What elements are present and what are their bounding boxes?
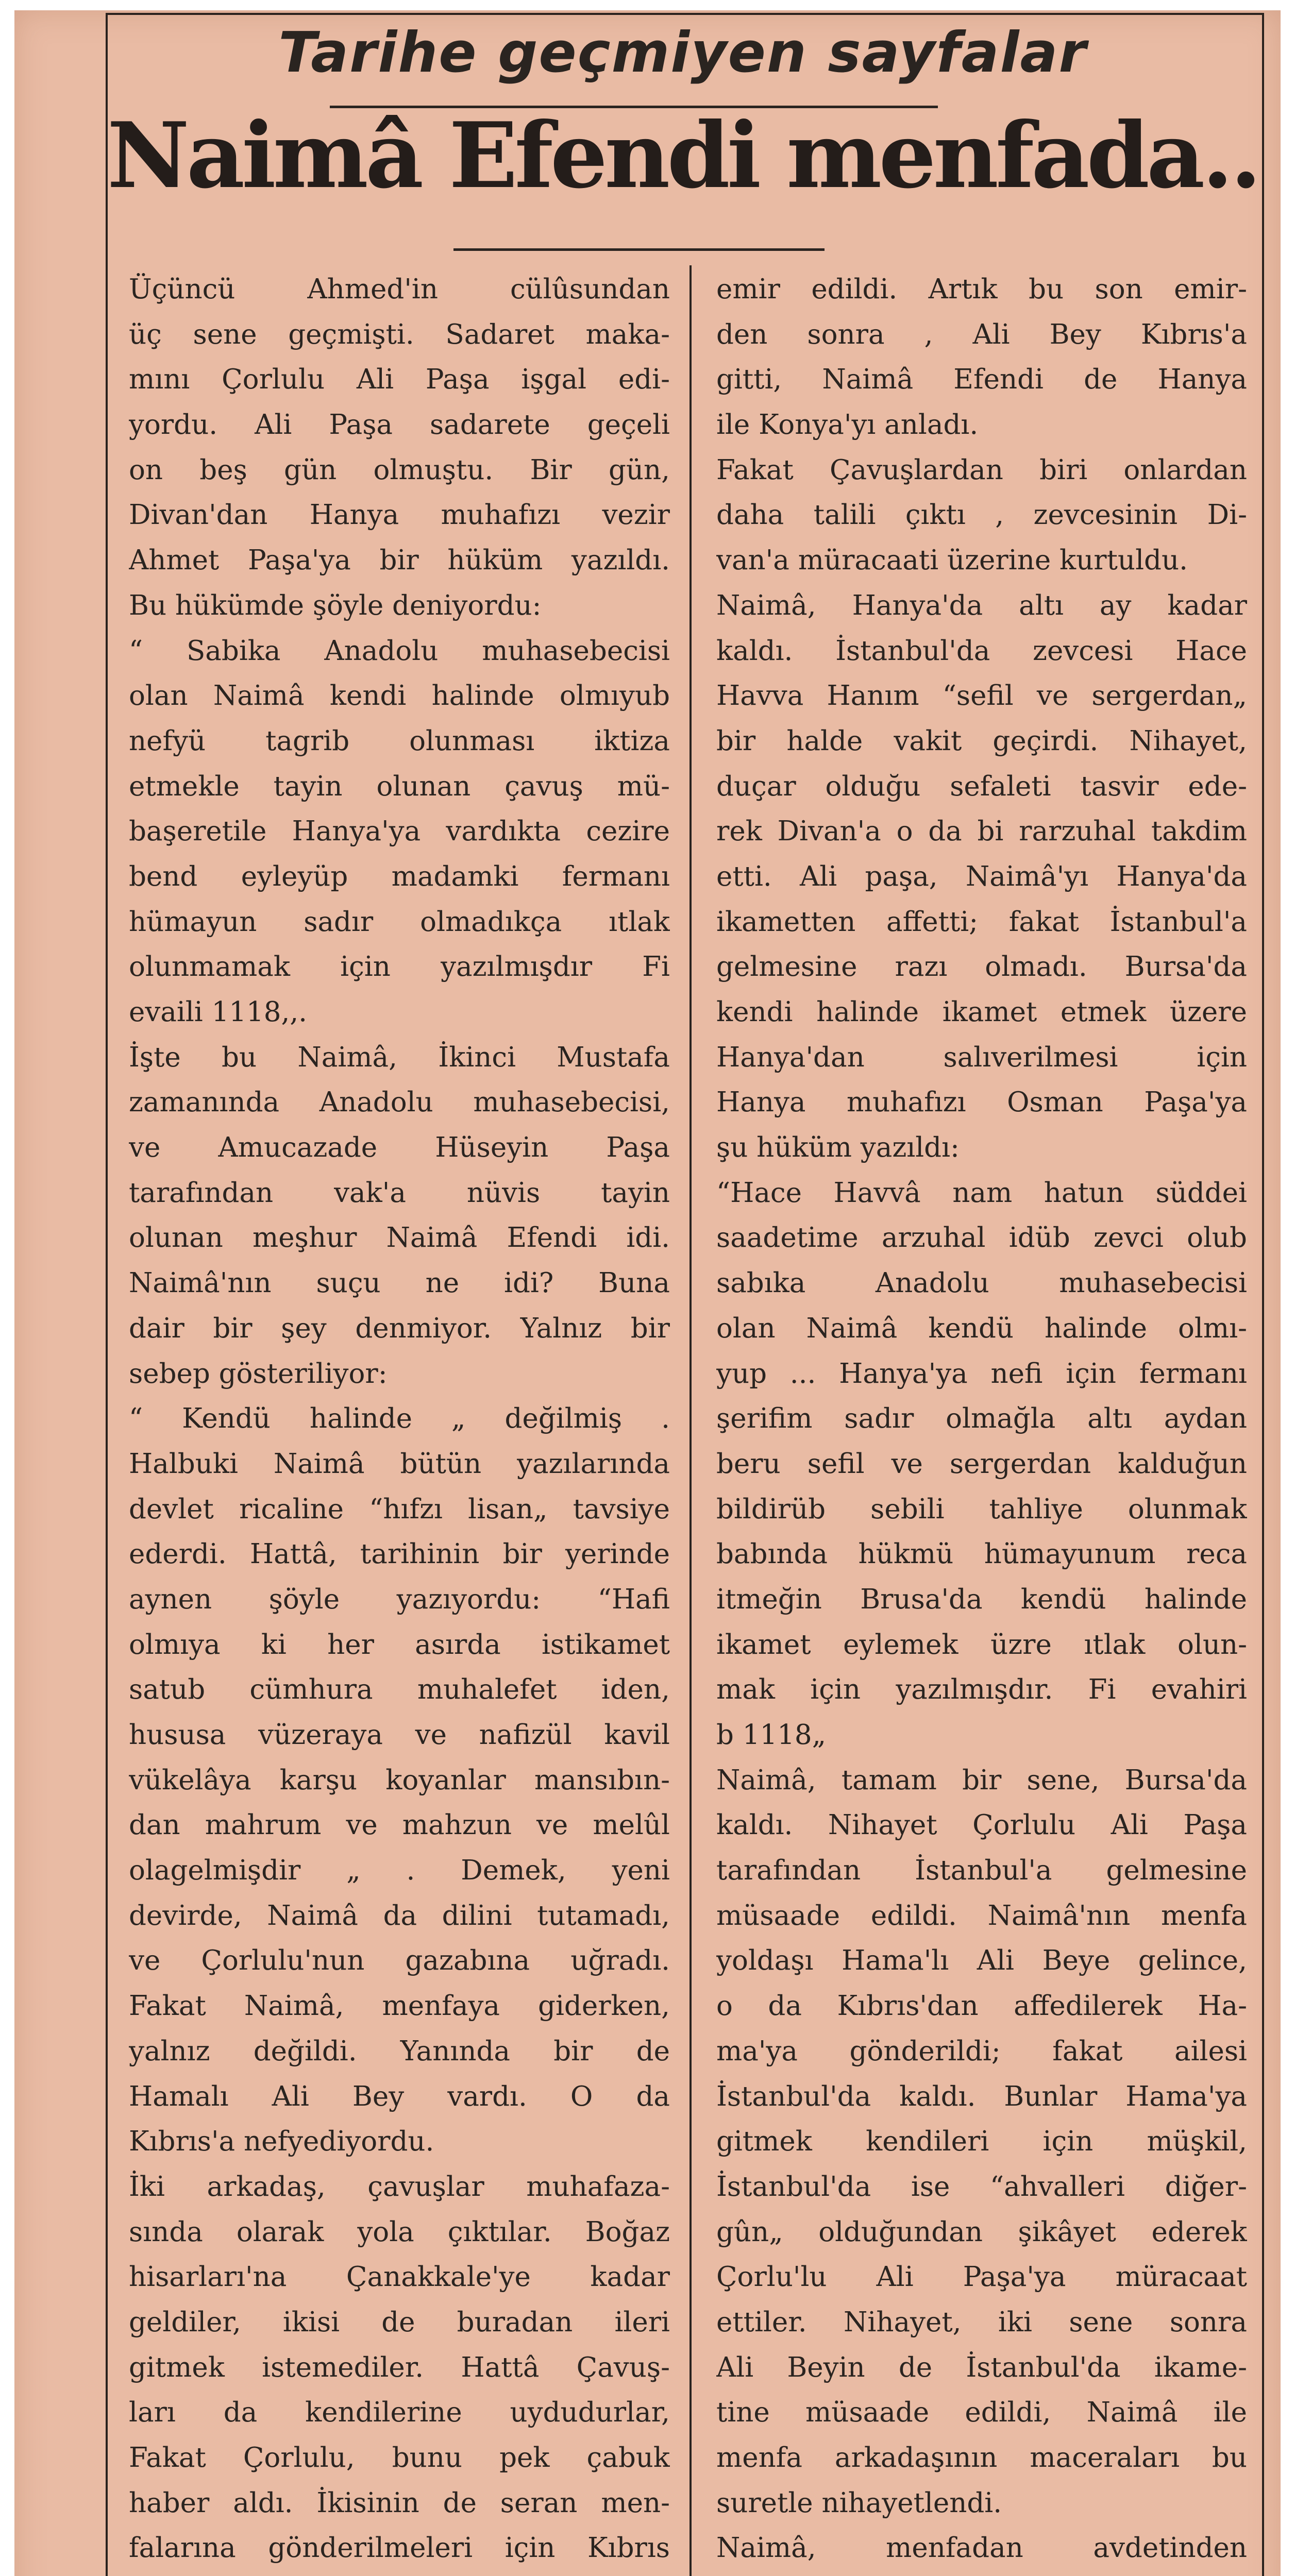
text-line: Kıbrıs'a nefyediyordu. (129, 2126, 434, 2158)
text-line: gitmek istemediler. Hattâ Çavuş- (129, 2351, 670, 2383)
text-line: olagelmişdir „ . Demek, yeni (129, 1855, 670, 1887)
text-line: yordu. Ali Paşa sadarete geçeli (129, 409, 670, 441)
text-line: müsaade edildi. Naimâ'nın menfa (716, 1900, 1247, 1931)
text-line: İki arkadaş, çavuşlar muhafaza- (129, 2171, 670, 2202)
text-line: gûn„ olduğundan şikâyet ederek (716, 2216, 1247, 2248)
headline-rule (453, 248, 825, 251)
text-line: kendi halinde ikamet etmek üzere (716, 996, 1247, 1028)
text-line: Fakat Naimâ, menfaya giderken, (129, 1990, 670, 2022)
text-line: daha talili çıktı , zevcesinin Di- (716, 499, 1247, 531)
text-line: “ Kendü halinde „ değilmiş . (129, 1403, 670, 1435)
text-line: zamanında Anadolu muhasebecisi, (129, 1087, 670, 1118)
text-line: menfa arkadaşının maceraları bu (716, 2442, 1247, 2473)
section-kicker: Tarihe geçmiyen sayfalar (278, 21, 1087, 85)
text-line: “Hace Havvâ nam hatun süddei (716, 1177, 1247, 1209)
text-line: Naimâ, Hanya'da altı ay kadar (716, 589, 1247, 621)
text-line: sabıka Anadolu muhasebecisi (716, 1267, 1247, 1299)
text-line: Havva Hanım “sefil ve sergerdan„ (716, 680, 1247, 712)
text-line: olmıya ki her asırda istikamet (129, 1629, 670, 1660)
text-line: geldiler, ikisi de buradan ileri (129, 2306, 670, 2338)
text-line: gelmesine razı olmadı. Bursa'da (716, 951, 1247, 983)
text-line: Fakat Çavuşlardan biri onlardan (716, 454, 1247, 486)
text-line: Üçüncü Ahmed'in cülûsundan (129, 274, 670, 305)
text-line: ma'ya gönderildi; fakat ailesi (716, 2035, 1247, 2067)
text-line: üç sene geçmişti. Sadaret maka- (129, 318, 670, 350)
text-line: tarafından İstanbul'a gelmesine (716, 1855, 1247, 1887)
text-line: tine müsaade edildi, Naimâ ile (716, 2397, 1247, 2429)
text-line: bend eyleyüp madamki fermanı (129, 860, 670, 892)
text-line: hususa vüzeraya ve nafizül kavil (129, 1719, 670, 1751)
text-line: ikametten affetti; fakat İstanbul'a (716, 906, 1247, 938)
text-line: Ahmet Paşa'ya bir hüküm yazıldı. (129, 545, 670, 577)
text-line: aynen şöyle yazıyordu: “Hafi (129, 1583, 670, 1615)
text-line: haber aldı. İkisinin de seran men- (129, 2487, 670, 2519)
text-line: sında olarak yola çıktılar. Boğaz (129, 2216, 670, 2248)
text-line: satub cümhura muhalefet iden, (129, 1674, 670, 1706)
text-line: devlet ricaline “hıfzı lisan„ tavsiye (129, 1493, 670, 1525)
text-line: ettiler. Nihayet, iki sene sonra (716, 2306, 1247, 2338)
article-column-left (129, 267, 670, 2576)
text-line: hisarları'na Çanakkale'ye kadar (129, 2261, 670, 2293)
text-line: nefyü tagrib olunması iktiza (129, 725, 670, 757)
text-line: sebep gösteriliyor: (129, 1358, 388, 1389)
text-line: dan mahrum ve mahzun ve melûl (129, 1809, 670, 1841)
text-line: gitmek kendileri için müşkil, (716, 2126, 1247, 2158)
text-line: rek Divan'a o da bi rarzuhal takdim (716, 816, 1247, 848)
article-column-right (716, 267, 1247, 2576)
text-line: suretle nihayetlendi. (716, 2487, 1002, 2519)
text-line: kaldı. İstanbul'da zevcesi Hace (716, 635, 1247, 667)
text-line: mak için yazılmışdır. Fi evahiri (716, 1674, 1247, 1706)
text-line: Naimâ, tamam bir sene, Bursa'da (716, 1764, 1247, 1796)
text-line: den sonra , Ali Bey Kıbrıs'a (716, 318, 1247, 350)
text-line: şerifim sadır olmağla altı aydan (716, 1403, 1247, 1435)
text-line: Hamalı Ali Bey vardı. O da (129, 2080, 670, 2112)
text-line: İstanbul'da kaldı. Bunlar Hama'ya (716, 2080, 1247, 2112)
text-line: “ Sabika Anadolu muhasebecisi (129, 635, 670, 667)
text-line: Naimâ, menfadan avdetinden (716, 2532, 1247, 2564)
text-line: yalnız değildi. Yanında bir de (129, 2035, 670, 2067)
text-line: itmeğin Brusa'da kendü halinde (716, 1583, 1247, 1615)
text-line: on beş gün olmuştu. Bir gün, (129, 454, 670, 486)
text-line: ve Çorlulu'nun gazabına uğradı. (129, 1945, 670, 1977)
text-line: Çorlu'lu Ali Paşa'ya müracaat (716, 2261, 1247, 2293)
article-headline: Naimâ Efendi menfada.. (107, 103, 1259, 209)
text-line: ları da kendilerine uydudurlar, (129, 2397, 670, 2429)
column-divider (689, 265, 692, 2576)
text-line: Hanya muhafızı Osman Paşa'ya (716, 1087, 1247, 1118)
text-line: şu hüküm yazıldı: (716, 1132, 960, 1164)
text-line: Hanya'dan salıverilmesi için (716, 1041, 1247, 1073)
text-line: dair bir şey denmiyor. Yalnız bir (129, 1312, 670, 1344)
text-line: beru sefil ve sergerdan kalduğun (716, 1448, 1247, 1480)
text-line: b 1118„ (716, 1719, 827, 1751)
text-line: tarafından vak'a nüvis tayin (129, 1177, 670, 1209)
text-line: İşte bu Naimâ, İkinci Mustafa (129, 1041, 670, 1073)
text-line: olunmamak için yazılmışdır Fi (129, 951, 670, 983)
text-line: hümayun sadır olmadıkça ıtlak (129, 906, 670, 938)
text-line: Bu hükümde şöyle deniyordu: (129, 589, 542, 621)
text-line: olan Naimâ kendi halinde olmıyub (129, 680, 670, 712)
text-line: etti. Ali paşa, Naimâ'yı Hanya'da (716, 860, 1247, 892)
text-line: ederdi. Hattâ, tarihinin bir yerinde (129, 1538, 670, 1570)
text-line: ile Konya'yı anladı. (716, 409, 979, 441)
text-line: gitti, Naimâ Efendi de Hanya (716, 364, 1247, 396)
text-line: İstanbul'da ise “ahvalleri diğer- (716, 2171, 1247, 2202)
text-line: evaili 1118,,. (129, 996, 308, 1028)
text-line: saadetime arzuhal idüb zevci olub (716, 1222, 1247, 1254)
text-line (129, 2571, 670, 2576)
text-line: yup ... Hanya'ya nefi için fermanı (716, 1358, 1247, 1389)
text-line: falarına gönderilmeleri için Kıbrıs (129, 2532, 670, 2564)
text-line: Fakat Çorlulu, bunu pek çabuk (129, 2442, 670, 2473)
text-line: bildirüb sebili tahliye olunmak (716, 1493, 1247, 1525)
text-line: etmekle tayin olunan çavuş mü- (129, 770, 670, 802)
text-line: Halbuki Naimâ bütün yazılarında (129, 1448, 670, 1480)
text-line: devirde, Naimâ da dilini tutamadı, (129, 1900, 670, 1931)
text-line: vükelâya karşu koyanlar mansıbın- (129, 1764, 670, 1796)
text-line: Divan'dan Hanya muhafızı vezir (129, 499, 670, 531)
text-line: olunan meşhur Naimâ Efendi idi. (129, 1222, 670, 1254)
text-line: yoldaşı Hama'lı Ali Beye gelince, (716, 1945, 1247, 1977)
text-line: olan Naimâ kendü halinde olmı- (716, 1312, 1247, 1344)
text-line: kaldı. Nihayet Çorlulu Ali Paşa (716, 1809, 1247, 1841)
text-line: o da Kıbrıs'dan affedilerek Ha- (716, 1990, 1247, 2022)
text-line: ikamet eylemek üzre ıtlak olun- (716, 1629, 1247, 1660)
text-line: emir edildi. Artık bu son emir- (716, 274, 1247, 305)
text-line: van'a müracaati üzerine kurtuldu. (716, 545, 1188, 577)
text-line (716, 2571, 1247, 2576)
text-line: bir halde vakit geçirdi. Nihayet, (716, 725, 1247, 757)
text-line: babında hükmü hümayunum reca (716, 1538, 1247, 1570)
text-line: ve Amucazade Hüseyin Paşa (129, 1132, 670, 1164)
text-line: başeretile Hanya'ya vardıkta cezire (129, 816, 670, 848)
text-line: Ali Beyin de İstanbul'da ikame- (716, 2351, 1247, 2383)
text-line: Naimâ'nın suçu ne idi? Buna (129, 1267, 670, 1299)
text-line: duçar olduğu sefaleti tasvir ede- (716, 770, 1247, 802)
text-line: mını Çorlulu Ali Paşa işgal edi- (129, 364, 670, 396)
